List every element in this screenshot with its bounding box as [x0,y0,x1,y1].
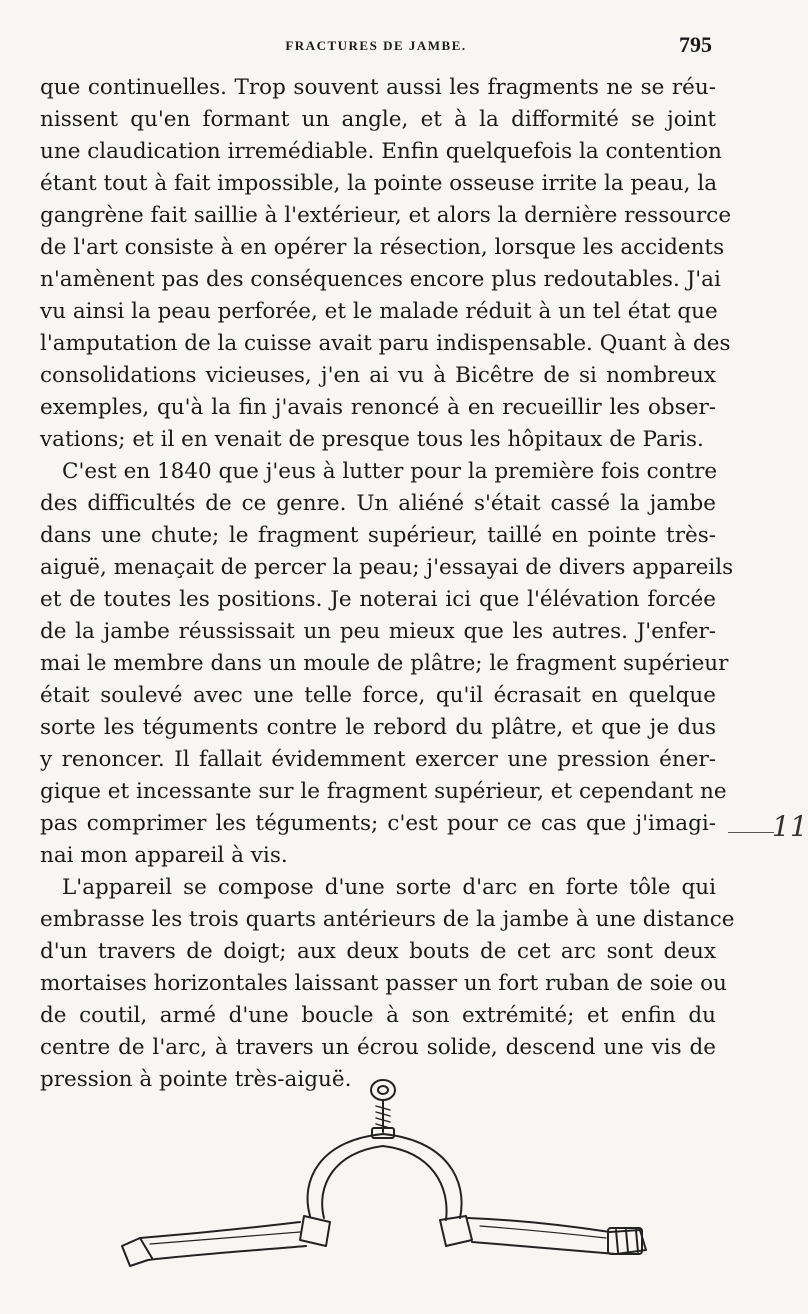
text-line: sorte les téguments contre le rebord du plâtre, et que je dus [40,715,716,740]
text-line: nissent qu'en formant un angle, et à la difformité se joint [40,107,716,132]
text-line: C'est en 1840 que j'eus à lutter pour la première fois contre [62,459,718,484]
screw-ring [371,1080,395,1100]
text-line: n'amènent pas des conséquences encore plus redoutables. J'ai [40,267,721,292]
text-line: mai le membre dans un moule de plâtre; le fragment supérieur [40,651,729,676]
apparatus-drawing [100,1070,660,1300]
text-line: et de toutes les positions. Je noterai ici que l'élévation forcée [40,587,716,612]
text-line: vations; et il en venait de presque tous les hôpitaux de Paris. [40,427,704,452]
text-line: aiguë, menaçait de percer la peau; j'essayai de divers appareils [40,555,734,580]
text-line: d'un travers de doigt; aux deux bouts de cet arc sont deux [40,939,716,964]
body-text [40,72,735,1096]
text-line: pression à pointe très-aiguë. [40,1067,352,1092]
text-line: de la jambe réussissait un peu mieux que les autres. J'enfer- [40,619,716,644]
text-line: une claudication irremédiable. Enfin quelquefois la contention [40,139,722,164]
text-line: consolidations vicieuses, j'en ai vu à Bicêtre de si nombreux [40,363,716,388]
text-line: pas comprimer les téguments; c'est pour ce cas que j'imagi- [40,811,716,836]
text-line: nai mon appareil à vis. [40,843,288,868]
text-line: dans une chute; le fragment supérieur, taillé en pointe très- [40,523,716,548]
margin-mark: 11 [772,810,808,843]
text-line: étant tout à fait impossible, la pointe osseuse irrite la peau, la [40,171,718,196]
running-title: FRACTURES DE JAMBE. [285,38,467,53]
text-line: mortaises horizontales laissant passer un fort ruban de soie ou [40,971,727,996]
text-line: exemples, qu'à la fin j'avais renoncé à en recueillir les obser- [40,395,716,420]
text-line: que continuelles. Trop souvent aussi les fragments ne se réu- [40,75,716,100]
text-line: était soulevé avec une telle force, qu'il écrasait en quelque [40,683,716,708]
text-line: embrasse les trois quarts antérieurs de la jambe à une distance [40,907,735,932]
text-line: y renoncer. Il fallait évidemment exercer une pression éner- [40,747,716,772]
text-line: des difficultés de ce genre. Un aliéné s'était cassé la jambe [40,491,716,516]
text-line: de l'art consiste à en opérer la résection, lorsque les accidents [40,235,725,260]
running-head [40,32,712,62]
text-line: vu ainsi la peau perforée, et le malade réduit à un tel état que [40,299,718,324]
right-strap [468,1218,646,1254]
text-line: centre de l'arc, à travers un écrou solide, descend une vis de [40,1035,716,1060]
page-number: 795 [679,32,712,57]
screw-apparatus-illustration [100,1070,660,1300]
text-line: L'appareil se compose d'une sorte d'arc en forte tôle qui [62,875,716,900]
text-line: l'amputation de la cuisse avait paru indispensable. Quant à des [40,331,731,356]
text-line: de coutil, armé d'une boucle à son extrémité; et enfin du [40,1003,716,1028]
text-line: gangrène fait saillie à l'extérieur, et alors la dernière ressource [40,203,732,228]
handwritten-margin-note [728,810,808,850]
margin-rule [728,832,774,833]
text-line: gique et incessante sur le fragment supérieur, et cependant ne [40,779,727,804]
